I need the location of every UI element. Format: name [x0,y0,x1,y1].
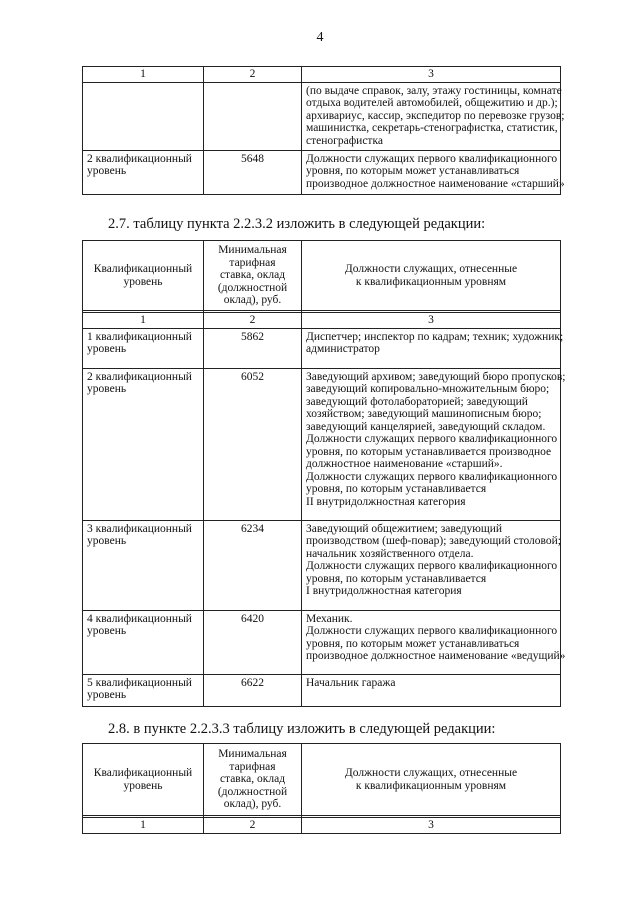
text-line: оклад), руб. [223,798,282,811]
page-number: 4 [316,30,324,45]
table-continuation [82,66,565,195]
header-level [83,744,204,816]
text-line: (должностной [217,785,288,798]
text-line: к квалификационным уровням [355,275,507,288]
text-line: 5 квалификационный [87,676,192,689]
text-line: 2 квалификационный [87,370,192,383]
rate-cell: 6052 [204,368,302,520]
level-cell [83,674,204,706]
rate-cell [204,82,302,150]
positions-cell [302,328,564,368]
text-line: тарифная [229,760,276,773]
text-line: Минимальная [218,244,287,257]
text-line: стенографистка [306,134,383,147]
col-num-3: 3 [302,818,561,834]
text-line: уровень [87,689,127,701]
positions-cell [302,82,565,150]
rate-cell: 5862 [204,328,302,368]
text-line: начальник хозяйственного отдела. [306,547,474,560]
text-line: уровня, по которым может устанавливаться [306,637,520,650]
text-line: тарифная [229,256,276,269]
table-2-2-3-3 [82,743,561,834]
text-line: 1 квалификационный [87,330,192,343]
positions-cell [302,674,561,706]
text-line: уровня, по которым может устанавливаться [306,165,520,177]
level-cell [83,82,204,150]
table-row [83,150,561,194]
text-line: уровень [87,165,127,177]
header-rate [204,744,302,816]
text-line: производное должностное наименование «ведущий» [306,650,566,662]
text-line: ставка, оклад [219,773,286,786]
table-row [83,610,561,674]
text-line: хозяйством; заведующий машинописным бюро; [306,408,542,420]
text-line: уровень [87,383,127,395]
text-line: уровня, по которым устанавливается производное [306,445,552,458]
text-line: Должности служащих, отнесенные [344,767,518,779]
section-2-7-heading: 2.7. таблицу пункта 2.2.3.2 изложить в следующей редакции: [108,216,486,232]
text-line: администратор [306,343,380,355]
text-line: машинистка, секретарь-стенографистка, статистик, [306,122,558,134]
text-line: Должности служащих первого квалификационного [306,470,558,483]
text-line: заведующий фотолабораторией; заведующий [306,395,528,408]
level-cell [83,368,204,520]
text-line: 3 квалификационный [87,522,192,535]
column-number-row [83,67,561,83]
text-line: Начальник гаража [306,676,396,689]
rate-cell: 5648 [204,150,302,194]
text-line: уровень [87,535,127,547]
table-row [83,328,561,368]
text-line: Заведующий общежитием; заведующий [306,522,503,535]
col-num-2: 2 [204,67,302,83]
text-line: производное должностное наименование «старший» [306,177,565,190]
section-2-8-heading: 2.8. в пункте 2.2.3.3 таблицу изложить в следующей редакции: [108,721,496,737]
text-line: 4 квалификационный [87,612,192,625]
header-level [83,241,204,311]
table-header-row [83,744,561,816]
table-header-row [83,241,561,311]
positions-cell [302,610,566,674]
text-line: уровня, по которым устанавливается [306,483,487,495]
col-num-3: 3 [302,313,561,329]
level-cell [83,610,204,674]
text-line: к квалификационным уровням [355,779,507,792]
table-row [83,674,561,706]
table-2-2-3-2 [82,240,566,707]
text-line: I внутридолжностная категория [306,585,462,597]
text-line: оклад), руб. [223,294,282,307]
text-line: уровня, по которым устанавливается [306,572,487,585]
column-number-row [83,313,561,329]
text-line: заведующий копировально-множительным бюро; [306,383,550,395]
text-line: Должности служащих, отнесенные [344,263,518,275]
text-line: отдыха водителей автомобилей, общежитию и др.); [306,97,558,109]
text-line: заведующий канцелярией, заведующий складом. [306,420,546,433]
table-row [83,82,561,150]
level-cell [83,328,204,368]
text-line: (должностной [217,281,288,294]
rate-cell: 6420 [204,610,302,674]
col-num-2: 2 [204,313,302,329]
col-num-1: 1 [83,67,204,83]
text-line: производством (шеф-повар); заведующий столовой; [306,535,561,547]
text-line: уровень [87,343,127,355]
text-line: (по выдаче справок, залу, этажу гостиницы, комнате [306,84,562,97]
rate-cell: 6622 [204,674,302,706]
positions-cell [302,368,566,520]
text-line: Должности служащих первого квалификационного [306,152,558,165]
text-line: архивариус, кассир, экспедитор по перевозке грузов; [306,109,565,122]
col-num-3: 3 [302,67,561,83]
text-line: Должности служащих первого квалификационного [306,625,558,637]
table-row [83,368,561,520]
text-line: II внутридолжностная категория [306,495,466,508]
text-line: ставка, оклад [219,269,286,282]
text-line: Квалификационный [93,263,193,275]
header-positions [302,241,561,311]
text-line: Механик. [306,612,353,625]
positions-cell [302,520,561,610]
column-number-row [83,818,561,834]
positions-cell [302,150,565,194]
header-positions [302,744,561,816]
text-line: Должности служащих первого квалификационного [306,560,558,572]
table-row [83,520,561,610]
text-line: уровень [123,779,163,792]
col-num-1: 1 [83,818,204,834]
text-line: Должности служащих первого квалификационного [306,433,558,445]
text-line: Заведующий архивом; заведующий бюро пропусков; [306,370,566,383]
text-line: Диспетчер; инспектор по кадрам; техник; художник; [306,330,564,343]
text-line: Квалификационный [93,767,193,779]
rate-cell: 6234 [204,520,302,610]
text-line: 2 квалификационный [87,152,192,165]
level-cell [83,520,204,610]
text-line: уровень [123,275,163,288]
level-cell [83,150,204,194]
text-line: уровень [87,625,127,637]
col-num-1: 1 [83,313,204,329]
text-line: Минимальная [218,748,287,761]
col-num-2: 2 [204,818,302,834]
text-line: должностное наименование «старший». [306,458,503,470]
header-rate [204,241,302,311]
